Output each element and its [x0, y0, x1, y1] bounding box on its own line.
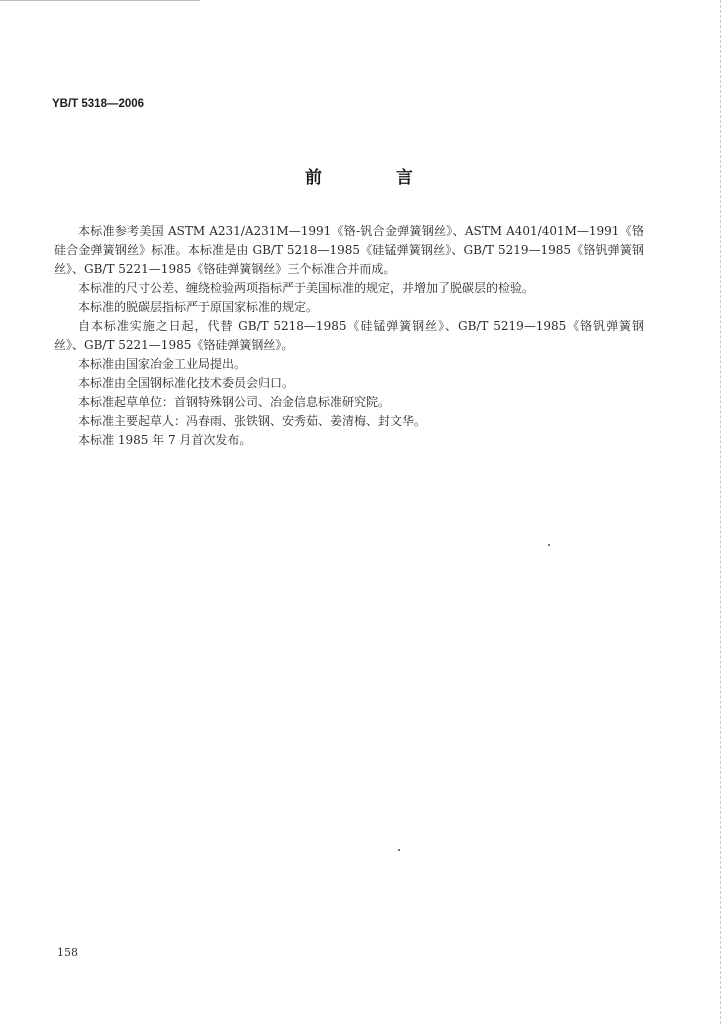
section-title: 前 言: [305, 168, 447, 188]
paragraph-tolerance: 本标准的尺寸公差、缠绕检验两项指标严于美国标准的规定，并增加了脱碳层的检验。: [78, 281, 535, 295]
paragraph-drafting-units: 本标准起草单位：首钢特殊钢公司、冶金信息标准研究院。: [78, 395, 391, 409]
page-number: 158: [57, 946, 78, 959]
scan-border-line: [0, 0, 200, 1]
foreword-body: [54, 222, 644, 450]
paragraph-under-jurisdiction: 本标准由全国钢标准化技术委员会归口。: [78, 376, 295, 390]
scan-speck: [398, 849, 400, 851]
paragraph-replaces: 自本标准实施之日起，代替 GB/T 5218—1985《硅锰弹簧钢丝》、GB/T 5219—1985《铬钒弹簧钢丝》、GB/T 5221—1985《铬硅弹簧钢丝》。: [54, 319, 644, 352]
scan-speck: [548, 544, 550, 546]
paragraph-references: 本标准参考美国 ASTM A231/A231M—1991《铬-钒合金弹簧钢丝》、ASTM A401/401M—1991《铬硅合金弹簧钢丝》标准。本标准是由 GB/T 5218—1985《硅锰弹簧钢丝》、GB/T 5219—1985《铬钒弹簧钢丝》、GB/T 5221—1985《铬硅弹簧钢丝》三个标准合并而成。: [54, 224, 644, 276]
paragraph-proposed-by: 本标准由国家冶金工业局提出。: [78, 357, 247, 371]
paragraph-drafters: 本标准主要起草人：冯春雨、张铁钢、安秀茹、姜清梅、封文华。: [78, 414, 427, 428]
paragraph-decarburization: 本标准的脱碳层指标严于原国家标准的规定。: [78, 300, 319, 314]
scan-edge: [719, 0, 721, 1024]
paragraph-first-issued: 本标准 1985 年 7 月首次发布。: [78, 433, 252, 447]
document-code: YB/T 5318—2006: [52, 98, 145, 110]
